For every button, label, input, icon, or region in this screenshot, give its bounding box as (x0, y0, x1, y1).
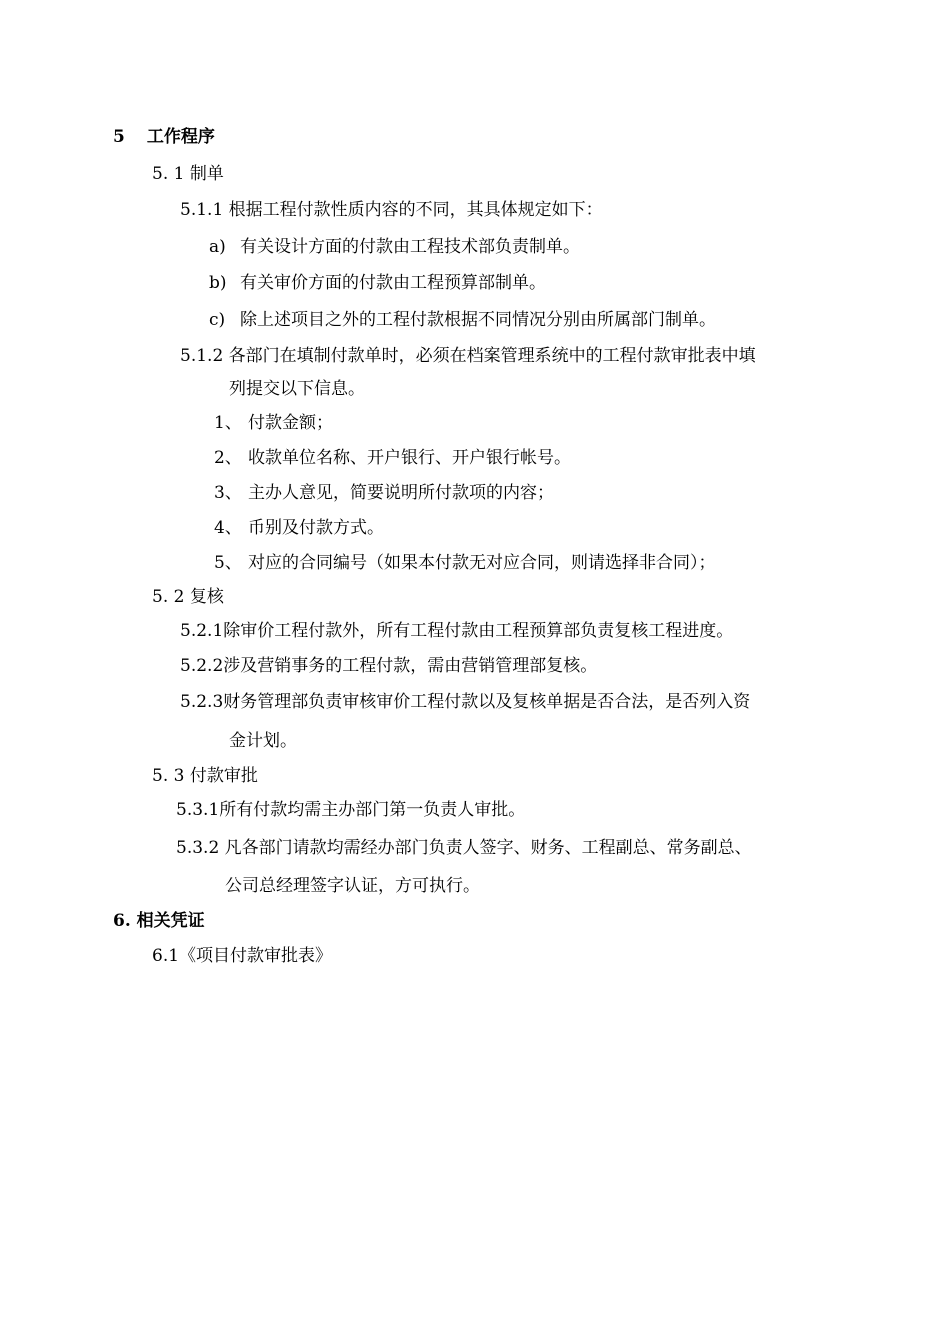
section-6-title: 相关凭证 (136, 911, 205, 931)
paragraph-5-1-2-text-line1: 各部门在填制付款单时，必须在档案管理系统中的工程付款审批表中填 (228, 346, 756, 366)
paragraph-5-2-2-text: 涉及营销事务的工程付款，需由营销管理部复核。 (223, 656, 598, 676)
paragraph-5-2-2-number: 5.2.2 (180, 656, 224, 676)
paragraph-5-3-1 (176, 799, 525, 821)
list-item-label: b) (209, 273, 227, 293)
list-item (214, 447, 571, 469)
section-6-heading (113, 910, 205, 932)
paragraph-5-3-2-text-line1: 凡各部门请款均需经办部门负责人签字、财务、工程副总、常务副总、 (224, 838, 752, 858)
list-item-text: 有关设计方面的付款由工程技术部负责制单。 (240, 237, 580, 257)
paragraph-5-1-2-number: 5.1.2 (180, 346, 224, 366)
list-item-text: 有关审价方面的付款由工程预算部制单。 (240, 273, 546, 293)
paragraph-5-1-1-text: 根据工程付款性质内容的不同，其具体规定如下： (228, 200, 603, 220)
paragraph-5-1-2 (180, 345, 756, 367)
section-6-number: 6. (113, 911, 131, 931)
list-item-text: 对应的合同编号（如果本付款无对应合同，则请选择非合同）； (248, 553, 716, 573)
paragraph-5-1-2-text-line2: 列提交以下信息。 (229, 379, 365, 399)
paragraph-5-3-1-text: 所有付款均需主办部门第一负责人审批。 (219, 800, 526, 820)
list-item (209, 309, 716, 331)
list-item-text: 除上述项目之外的工程付款根据不同情况分别由所属部门制单。 (240, 310, 716, 330)
list-item-label: c) (209, 310, 226, 330)
paragraph-5-2-3-text-line1: 财务管理部负责审核审价工程付款以及复核单据是否合法，是否列入资 (223, 692, 751, 712)
paragraph-5-3-2 (176, 837, 752, 859)
paragraph-5-3-1-number: 5.3.1 (176, 800, 220, 820)
section-6-item-number: 6.1 (152, 946, 180, 966)
paragraph-5-1-1-number: 5.1.1 (180, 200, 224, 220)
paragraph-5-2-1-text: 除审价工程付款外，所有工程付款由工程预算部负责复核工程进度。 (223, 621, 734, 641)
section-5-title: 工作程序 (146, 127, 215, 147)
list-item-label: a) (209, 237, 226, 257)
list-item-label: 3、 (214, 483, 242, 503)
list-item (214, 412, 333, 434)
paragraph-5-1-1 (180, 199, 603, 221)
paragraph-5-2-3-number: 5.2.3 (180, 692, 224, 712)
list-item-text: 付款金额； (248, 413, 333, 433)
list-item-text: 主办人意见，简要说明所付款项的内容； (248, 483, 554, 503)
section-5-number: 5 (113, 127, 125, 147)
section-6-item-text: 《项目付款审批表》 (179, 946, 333, 966)
section-5-heading (113, 126, 215, 148)
list-item-label: 2、 (214, 448, 242, 468)
paragraph-5-3-2-text-line2: 公司总经理签字认证，方可执行。 (225, 876, 480, 896)
paragraph-5-2-1 (180, 620, 733, 642)
section-6-item (152, 945, 332, 967)
list-item (209, 272, 546, 294)
list-item-label: 1、 (214, 413, 242, 433)
list-item-text: 币别及付款方式。 (248, 518, 384, 538)
subsection-5-3-heading: 5. 3 付款审批 (152, 766, 258, 786)
list-item-text: 收款单位名称、开户银行、开户银行帐号。 (248, 448, 571, 468)
paragraph-5-2-3 (180, 691, 750, 713)
paragraph-5-2-2 (180, 655, 597, 677)
paragraph-5-3-2-number: 5.3.2 (176, 838, 220, 858)
paragraph-5-2-1-number: 5.2.1 (180, 621, 224, 641)
list-item (214, 552, 716, 574)
list-item (214, 517, 384, 539)
list-item (209, 236, 580, 258)
paragraph-5-2-3-text-line2: 金计划。 (229, 731, 297, 751)
subsection-5-1-heading: 5. 1 制单 (152, 164, 224, 184)
subsection-5-2-heading: 5. 2 复核 (152, 587, 224, 607)
list-item-label: 5、 (214, 553, 242, 573)
list-item (214, 482, 554, 504)
list-item-label: 4、 (214, 518, 242, 538)
